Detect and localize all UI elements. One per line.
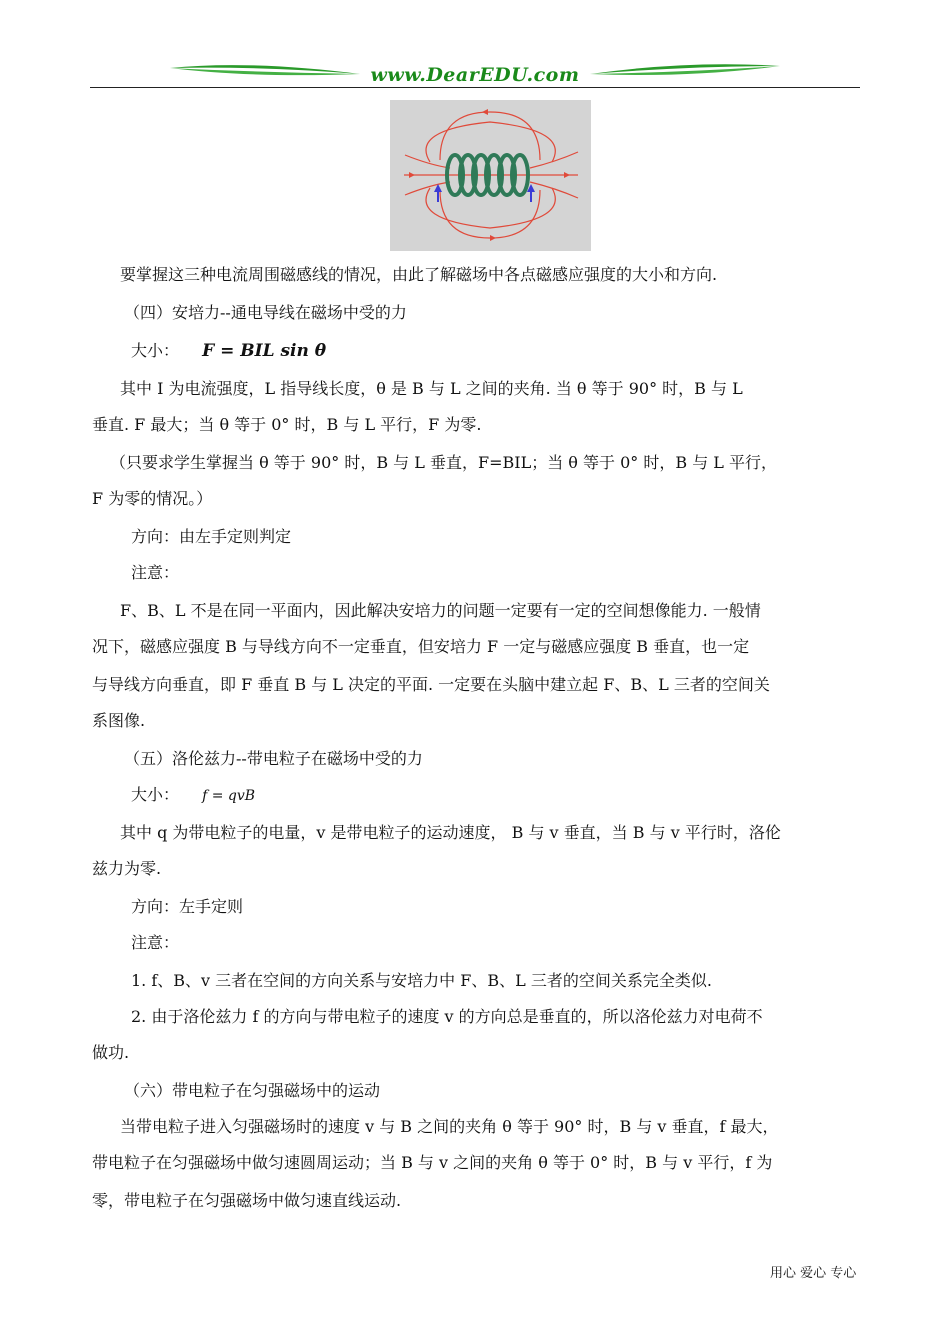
solenoid-figure bbox=[390, 100, 591, 251]
text-line: 带电粒子在匀强磁场中做匀速圆周运动；当 B 与 v 之间的夹角 θ 等于 0° 时，B 与 v 平行，f 为 bbox=[92, 1153, 773, 1172]
section-heading: （六）带电粒子在匀强磁场中的运动 bbox=[124, 1081, 381, 1100]
text-line: F、B、L 不是在同一平面内，因此解决安培力的问题一定要有一定的空间想像能力. 一般情 bbox=[120, 601, 761, 620]
section-heading: （五）洛伦兹力--带电粒子在磁场中受的力 bbox=[124, 749, 423, 768]
text-line: 注意： bbox=[131, 933, 180, 952]
ampere-formula: F = BIL sin θ bbox=[202, 341, 327, 361]
text-line: 况下，磁感应强度 B 与导线方向不一定垂直，但安培力 F 一定与磁感应强度 B 垂直，也一定 bbox=[92, 637, 750, 656]
text-line bbox=[131, 340, 326, 362]
list-item: 1. f、B、v 三者在空间的方向关系与安培力中 F、B、L 三者的空间关系完全类似. bbox=[131, 971, 712, 990]
text-line: 注意： bbox=[131, 563, 180, 582]
text-line: 与导线方向垂直，即 F 垂直 B 与 L 决定的平面. 一定要在头脑中建立起 F、B、L 三者的空间关 bbox=[92, 675, 770, 694]
label-size: 大小： bbox=[131, 785, 180, 804]
text-line: （只要求学生掌握当 θ 等于 90° 时，B 与 L 垂直，F=BIL；当 θ 等于 0° 时，B 与 L 平行， bbox=[110, 453, 777, 472]
text-line bbox=[131, 784, 255, 807]
text-line: 方向：左手定则 bbox=[131, 897, 244, 916]
text-line: 方向：由左手定则判定 bbox=[131, 527, 292, 546]
site-logo-text[interactable]: www.DearEDU.com bbox=[370, 64, 580, 86]
text-line: 零，带电粒子在匀强磁场中做匀速直线运动. bbox=[92, 1191, 402, 1210]
page-footer: 用心 爱心 专心 bbox=[770, 1266, 857, 1281]
text-line: 其中 I 为电流强度，L 指导线长度，θ 是 B 与 L 之间的夹角. 当 θ 等于 90° 时，B 与 L bbox=[120, 379, 743, 398]
header-rule bbox=[90, 87, 860, 88]
text-line: 兹力为零. bbox=[92, 859, 162, 878]
text-line: 系图像. bbox=[92, 711, 146, 730]
solenoid-magnetic-field-icon bbox=[390, 100, 591, 251]
text-line: F 为零的情况。） bbox=[92, 489, 213, 508]
section-heading: （四）安培力--通电导线在磁场中受的力 bbox=[124, 303, 407, 322]
text-line: 要掌握这三种电流周围磁感线的情况，由此了解磁场中各点磁感应强度的大小和方向. bbox=[120, 265, 718, 284]
label-size: 大小： bbox=[131, 341, 180, 360]
lorentz-formula: f = qvB bbox=[202, 788, 256, 804]
list-item: 2. 由于洛伦兹力 f 的方向与带电粒子的速度 v 的方向总是垂直的，所以洛伦兹力对电荷不 bbox=[131, 1007, 763, 1026]
text-line: 其中 q 为带电粒子的电量，v 是带电粒子的运动速度， B 与 v 垂直，当 B 与 v 平行时，洛伦 bbox=[120, 823, 781, 842]
text-line: 当带电粒子进入匀强磁场时的速度 v 与 B 之间的夹角 θ 等于 90° 时，B 与 v 垂直，f 最大， bbox=[120, 1117, 779, 1136]
text-line: 做功. bbox=[92, 1043, 130, 1062]
text-line: 垂直. F 最大；当 θ 等于 0° 时，B 与 L 平行，F 为零. bbox=[92, 415, 482, 434]
